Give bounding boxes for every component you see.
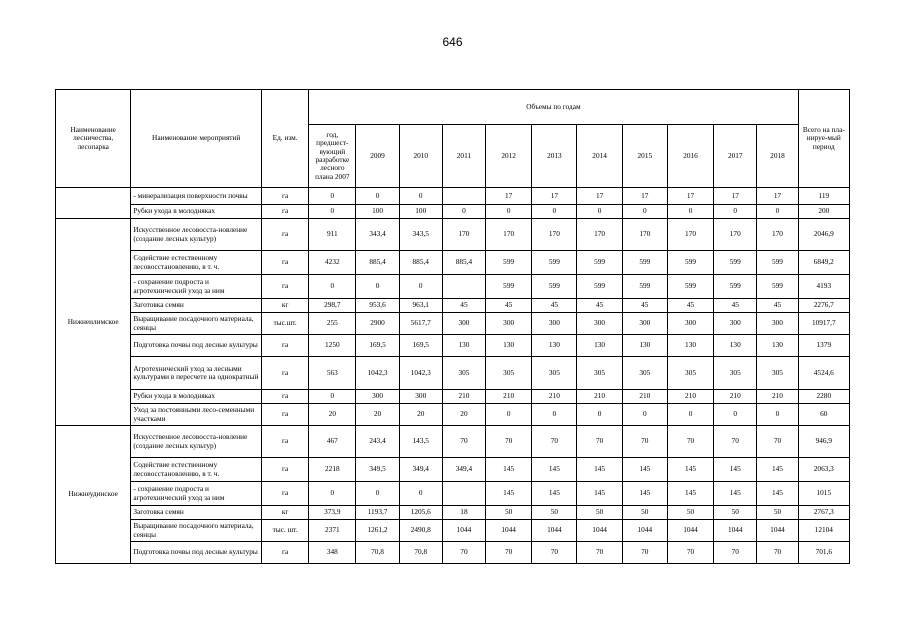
- header-year: 2011: [442, 125, 485, 188]
- table-row: [56, 205, 850, 219]
- value-cell: 210: [442, 390, 485, 404]
- header-year: 2009: [356, 125, 399, 188]
- value-cell: 130: [714, 335, 757, 357]
- total-cell: 12104: [798, 520, 849, 542]
- total-cell: 946,9: [798, 426, 849, 458]
- activity-cell: Рубки ухода в молодняках: [131, 205, 262, 219]
- value-cell: 599: [622, 251, 667, 275]
- value-cell: 169,5: [399, 335, 442, 357]
- value-cell: 130: [757, 335, 798, 357]
- unit-cell: га: [262, 482, 309, 506]
- value-cell: 1044: [714, 520, 757, 542]
- value-cell: [442, 275, 485, 299]
- unit-cell: кг: [262, 299, 309, 313]
- value-cell: 45: [486, 299, 532, 313]
- value-cell: 17: [757, 188, 798, 205]
- unit-cell: га: [262, 275, 309, 299]
- value-cell: 599: [667, 251, 713, 275]
- value-cell: 300: [577, 313, 622, 335]
- value-cell: 305: [532, 357, 577, 390]
- value-cell: 70: [714, 426, 757, 458]
- value-cell: 70: [442, 542, 485, 564]
- value-cell: 0: [667, 404, 713, 426]
- value-cell: 298,7: [309, 299, 356, 313]
- value-cell: 1044: [757, 520, 798, 542]
- value-cell: 70: [577, 542, 622, 564]
- header-year: 2010: [399, 125, 442, 188]
- value-cell: 0: [356, 188, 399, 205]
- value-cell: 130: [442, 335, 485, 357]
- activity-cell: Подготовка почвы под лесные культуры: [131, 542, 262, 564]
- value-cell: 305: [622, 357, 667, 390]
- value-cell: 145: [577, 458, 622, 482]
- value-cell: 170: [577, 219, 622, 251]
- value-cell: 255: [309, 313, 356, 335]
- value-cell: 170: [714, 219, 757, 251]
- value-cell: 349,4: [399, 458, 442, 482]
- value-cell: 305: [667, 357, 713, 390]
- activity-cell: - сохранение подроста и агротехнический уход за ним: [131, 482, 262, 506]
- value-cell: 599: [486, 251, 532, 275]
- value-cell: 1044: [486, 520, 532, 542]
- total-cell: 2063,3: [798, 458, 849, 482]
- total-cell: 4193: [798, 275, 849, 299]
- value-cell: 70: [714, 542, 757, 564]
- value-cell: 70: [667, 426, 713, 458]
- value-cell: 210: [486, 390, 532, 404]
- activity-cell: Заготовка семян: [131, 506, 262, 520]
- table-row: [56, 299, 850, 313]
- value-cell: 170: [667, 219, 713, 251]
- value-cell: 170: [486, 219, 532, 251]
- value-cell: [442, 188, 485, 205]
- value-cell: 130: [622, 335, 667, 357]
- value-cell: 0: [757, 404, 798, 426]
- value-cell: 1042,3: [399, 357, 442, 390]
- header-year: 2015: [622, 125, 667, 188]
- unit-cell: га: [262, 458, 309, 482]
- total-cell: 4524,6: [798, 357, 849, 390]
- value-cell: 50: [532, 506, 577, 520]
- activity-cell: Рубки ухода в молодняках: [131, 390, 262, 404]
- value-cell: 130: [486, 335, 532, 357]
- value-cell: 45: [622, 299, 667, 313]
- value-cell: 130: [532, 335, 577, 357]
- value-cell: 45: [714, 299, 757, 313]
- value-cell: 100: [399, 205, 442, 219]
- unit-cell: тыс.шт.: [262, 313, 309, 335]
- value-cell: 20: [399, 404, 442, 426]
- value-cell: 70: [486, 426, 532, 458]
- table-row: [56, 404, 850, 426]
- value-cell: 599: [714, 275, 757, 299]
- header-unit: Ед. изм.: [262, 90, 309, 188]
- value-cell: 50: [622, 506, 667, 520]
- header-year: 2016: [667, 125, 713, 188]
- unit-cell: га: [262, 205, 309, 219]
- activity-cell: Выращивание посадочного материала, сеянцы: [131, 520, 262, 542]
- total-cell: 2046,9: [798, 219, 849, 251]
- value-cell: 300: [486, 313, 532, 335]
- value-cell: 300: [714, 313, 757, 335]
- value-cell: 348: [309, 542, 356, 564]
- value-cell: 0: [757, 205, 798, 219]
- value-cell: 50: [757, 506, 798, 520]
- table-row: [56, 390, 850, 404]
- total-cell: 60: [798, 404, 849, 426]
- value-cell: 145: [757, 458, 798, 482]
- value-cell: 953,6: [356, 299, 399, 313]
- value-cell: 885,4: [356, 251, 399, 275]
- activity-cell: Подготовка почвы под лесные культуры: [131, 335, 262, 357]
- table-row: [56, 426, 850, 458]
- value-cell: 145: [622, 458, 667, 482]
- activity-cell: Уход за постоянными лесо-семенными участками: [131, 404, 262, 426]
- header-year: 2014: [577, 125, 622, 188]
- value-cell: 210: [532, 390, 577, 404]
- value-cell: 0: [442, 205, 485, 219]
- value-cell: 4232: [309, 251, 356, 275]
- value-cell: 305: [486, 357, 532, 390]
- unit-cell: га: [262, 426, 309, 458]
- value-cell: 300: [442, 313, 485, 335]
- value-cell: 70: [757, 542, 798, 564]
- header-total: Всего на пла-нируе-мый период: [798, 90, 849, 188]
- value-cell: 885,4: [399, 251, 442, 275]
- value-cell: 300: [622, 313, 667, 335]
- value-cell: 210: [622, 390, 667, 404]
- total-cell: 2276,7: [798, 299, 849, 313]
- value-cell: 210: [757, 390, 798, 404]
- value-cell: 1044: [622, 520, 667, 542]
- value-cell: 50: [577, 506, 622, 520]
- value-cell: 300: [532, 313, 577, 335]
- activity-cell: - сохранение подроста и агротехнический уход за ним: [131, 275, 262, 299]
- value-cell: 17: [577, 188, 622, 205]
- header-activity: Наименование мероприятий: [131, 90, 262, 188]
- activity-cell: Искусственное лесовосста-новление (создание лесных культур): [131, 426, 262, 458]
- value-cell: 70,8: [399, 542, 442, 564]
- value-cell: 145: [667, 482, 713, 506]
- table-row: [56, 219, 850, 251]
- value-cell: 305: [714, 357, 757, 390]
- value-cell: 145: [486, 482, 532, 506]
- forest-activities-table: [55, 89, 850, 564]
- value-cell: 599: [622, 275, 667, 299]
- value-cell: 70: [442, 426, 485, 458]
- table-row: [56, 188, 850, 205]
- value-cell: 0: [577, 404, 622, 426]
- unit-cell: га: [262, 188, 309, 205]
- activity-cell: Заготовка семян: [131, 299, 262, 313]
- value-cell: 0: [356, 482, 399, 506]
- table-row: [56, 482, 850, 506]
- value-cell: 210: [714, 390, 757, 404]
- value-cell: 0: [399, 482, 442, 506]
- value-cell: 563: [309, 357, 356, 390]
- value-cell: 349,5: [356, 458, 399, 482]
- value-cell: 599: [532, 251, 577, 275]
- value-cell: 170: [622, 219, 667, 251]
- value-cell: 0: [714, 404, 757, 426]
- unit-cell: га: [262, 335, 309, 357]
- table-row: [56, 275, 850, 299]
- value-cell: 467: [309, 426, 356, 458]
- value-cell: 0: [399, 275, 442, 299]
- value-cell: 50: [486, 506, 532, 520]
- header-year: 2017: [714, 125, 757, 188]
- value-cell: 1261,2: [356, 520, 399, 542]
- value-cell: 70: [667, 542, 713, 564]
- value-cell: 18: [442, 506, 485, 520]
- total-cell: 6849,2: [798, 251, 849, 275]
- value-cell: 0: [486, 404, 532, 426]
- value-cell: 0: [577, 205, 622, 219]
- value-cell: 70: [577, 426, 622, 458]
- value-cell: 599: [486, 275, 532, 299]
- value-cell: 599: [757, 251, 798, 275]
- value-cell: 45: [532, 299, 577, 313]
- value-cell: 45: [442, 299, 485, 313]
- value-cell: 599: [577, 275, 622, 299]
- value-cell: 0: [532, 205, 577, 219]
- header-volumes: Объемы по годам: [309, 90, 798, 125]
- value-cell: 145: [757, 482, 798, 506]
- value-cell: 1044: [442, 520, 485, 542]
- page-number: 646: [442, 35, 463, 49]
- value-cell: 305: [757, 357, 798, 390]
- value-cell: 70: [532, 542, 577, 564]
- table-row: [56, 520, 850, 542]
- total-cell: 1015: [798, 482, 849, 506]
- header-year: 2018: [757, 125, 798, 188]
- org-cell: Нижнеудинское: [56, 426, 131, 564]
- table-row: [56, 506, 850, 520]
- value-cell: 20: [356, 404, 399, 426]
- activity-cell: Выращивание посадочного материала, сеянцы: [131, 313, 262, 335]
- value-cell: 130: [577, 335, 622, 357]
- value-cell: 70: [622, 542, 667, 564]
- value-cell: 70: [486, 542, 532, 564]
- value-cell: 0: [309, 390, 356, 404]
- value-cell: 599: [667, 275, 713, 299]
- table-row: [56, 251, 850, 275]
- total-cell: 119: [798, 188, 849, 205]
- value-cell: 50: [714, 506, 757, 520]
- value-cell: 130: [667, 335, 713, 357]
- value-cell: 20: [442, 404, 485, 426]
- value-cell: 145: [532, 482, 577, 506]
- value-cell: 145: [622, 482, 667, 506]
- table-row: [56, 458, 850, 482]
- activity-cell: - минерализация поверхности почвы: [131, 188, 262, 205]
- value-cell: 1193,7: [356, 506, 399, 520]
- activity-cell: Содействие естественному лесовосстановлению, в т. ч.: [131, 458, 262, 482]
- value-cell: 17: [486, 188, 532, 205]
- value-cell: 2900: [356, 313, 399, 335]
- value-cell: 1044: [532, 520, 577, 542]
- total-cell: 2767,3: [798, 506, 849, 520]
- value-cell: 50: [667, 506, 713, 520]
- value-cell: 305: [442, 357, 485, 390]
- value-cell: 145: [486, 458, 532, 482]
- unit-cell: га: [262, 542, 309, 564]
- header-org: Наименование лесничества, лесопарка: [56, 90, 131, 188]
- org-cell: Нижнеилимское: [56, 219, 131, 426]
- table-row: [56, 335, 850, 357]
- value-cell: 300: [757, 313, 798, 335]
- value-cell: 0: [532, 404, 577, 426]
- value-cell: 70: [757, 426, 798, 458]
- value-cell: 2371: [309, 520, 356, 542]
- value-cell: 210: [667, 390, 713, 404]
- value-cell: 0: [622, 404, 667, 426]
- value-cell: 210: [577, 390, 622, 404]
- header-year: 2012: [486, 125, 532, 188]
- activity-cell: Агротехнический уход за лесными культурами в пересчете на однократный: [131, 357, 262, 390]
- unit-cell: га: [262, 219, 309, 251]
- table-row: [56, 313, 850, 335]
- value-cell: 45: [757, 299, 798, 313]
- activity-cell: Содействие естественному лесовосстановлению, в т. ч.: [131, 251, 262, 275]
- value-cell: 243,4: [356, 426, 399, 458]
- value-cell: 2218: [309, 458, 356, 482]
- total-cell: 701,6: [798, 542, 849, 564]
- unit-cell: га: [262, 251, 309, 275]
- total-cell: 200: [798, 205, 849, 219]
- header-year: год, предшест-вующий разработке лесного плана 2007: [309, 125, 356, 188]
- table-row: [56, 542, 850, 564]
- total-cell: 2280: [798, 390, 849, 404]
- activity-cell: Искусственное лесовосста-новление (создание лесных культур): [131, 219, 262, 251]
- org-cell-continued: [56, 188, 131, 219]
- value-cell: 170: [757, 219, 798, 251]
- value-cell: 300: [356, 390, 399, 404]
- unit-cell: га: [262, 390, 309, 404]
- value-cell: 145: [577, 482, 622, 506]
- value-cell: 1044: [667, 520, 713, 542]
- value-cell: 70: [532, 426, 577, 458]
- value-cell: 170: [532, 219, 577, 251]
- value-cell: 0: [309, 275, 356, 299]
- value-cell: 17: [532, 188, 577, 205]
- value-cell: 0: [486, 205, 532, 219]
- value-cell: 305: [577, 357, 622, 390]
- value-cell: 70,8: [356, 542, 399, 564]
- value-cell: 1044: [577, 520, 622, 542]
- value-cell: 349,4: [442, 458, 485, 482]
- total-cell: 10917,7: [798, 313, 849, 335]
- value-cell: 885,4: [442, 251, 485, 275]
- unit-cell: га: [262, 404, 309, 426]
- value-cell: 143,5: [399, 426, 442, 458]
- unit-cell: кг: [262, 506, 309, 520]
- value-cell: 0: [309, 482, 356, 506]
- value-cell: 0: [309, 205, 356, 219]
- value-cell: 599: [714, 251, 757, 275]
- value-cell: 0: [399, 188, 442, 205]
- value-cell: 20: [309, 404, 356, 426]
- value-cell: 70: [622, 426, 667, 458]
- value-cell: 373,9: [309, 506, 356, 520]
- value-cell: 0: [667, 205, 713, 219]
- value-cell: 963,1: [399, 299, 442, 313]
- value-cell: 145: [667, 458, 713, 482]
- value-cell: 145: [714, 482, 757, 506]
- value-cell: 17: [622, 188, 667, 205]
- value-cell: 169,5: [356, 335, 399, 357]
- unit-cell: тыс. шт.: [262, 520, 309, 542]
- value-cell: 911: [309, 219, 356, 251]
- value-cell: 1205,6: [399, 506, 442, 520]
- total-cell: 1379: [798, 335, 849, 357]
- value-cell: 1042,3: [356, 357, 399, 390]
- value-cell: 2490,8: [399, 520, 442, 542]
- value-cell: 17: [714, 188, 757, 205]
- value-cell: 1250: [309, 335, 356, 357]
- value-cell: [442, 482, 485, 506]
- value-cell: 145: [532, 458, 577, 482]
- value-cell: 17: [667, 188, 713, 205]
- table-row: [56, 357, 850, 390]
- value-cell: 100: [356, 205, 399, 219]
- value-cell: 343,5: [399, 219, 442, 251]
- value-cell: 0: [356, 275, 399, 299]
- value-cell: 300: [667, 313, 713, 335]
- value-cell: 0: [622, 205, 667, 219]
- value-cell: 0: [714, 205, 757, 219]
- value-cell: 599: [577, 251, 622, 275]
- value-cell: 5617,7: [399, 313, 442, 335]
- value-cell: 300: [399, 390, 442, 404]
- value-cell: 170: [442, 219, 485, 251]
- value-cell: 45: [577, 299, 622, 313]
- value-cell: 0: [309, 188, 356, 205]
- unit-cell: га: [262, 357, 309, 390]
- value-cell: 599: [532, 275, 577, 299]
- value-cell: 599: [757, 275, 798, 299]
- value-cell: 45: [667, 299, 713, 313]
- header-year: 2013: [532, 125, 577, 188]
- value-cell: 145: [714, 458, 757, 482]
- value-cell: 343,4: [356, 219, 399, 251]
